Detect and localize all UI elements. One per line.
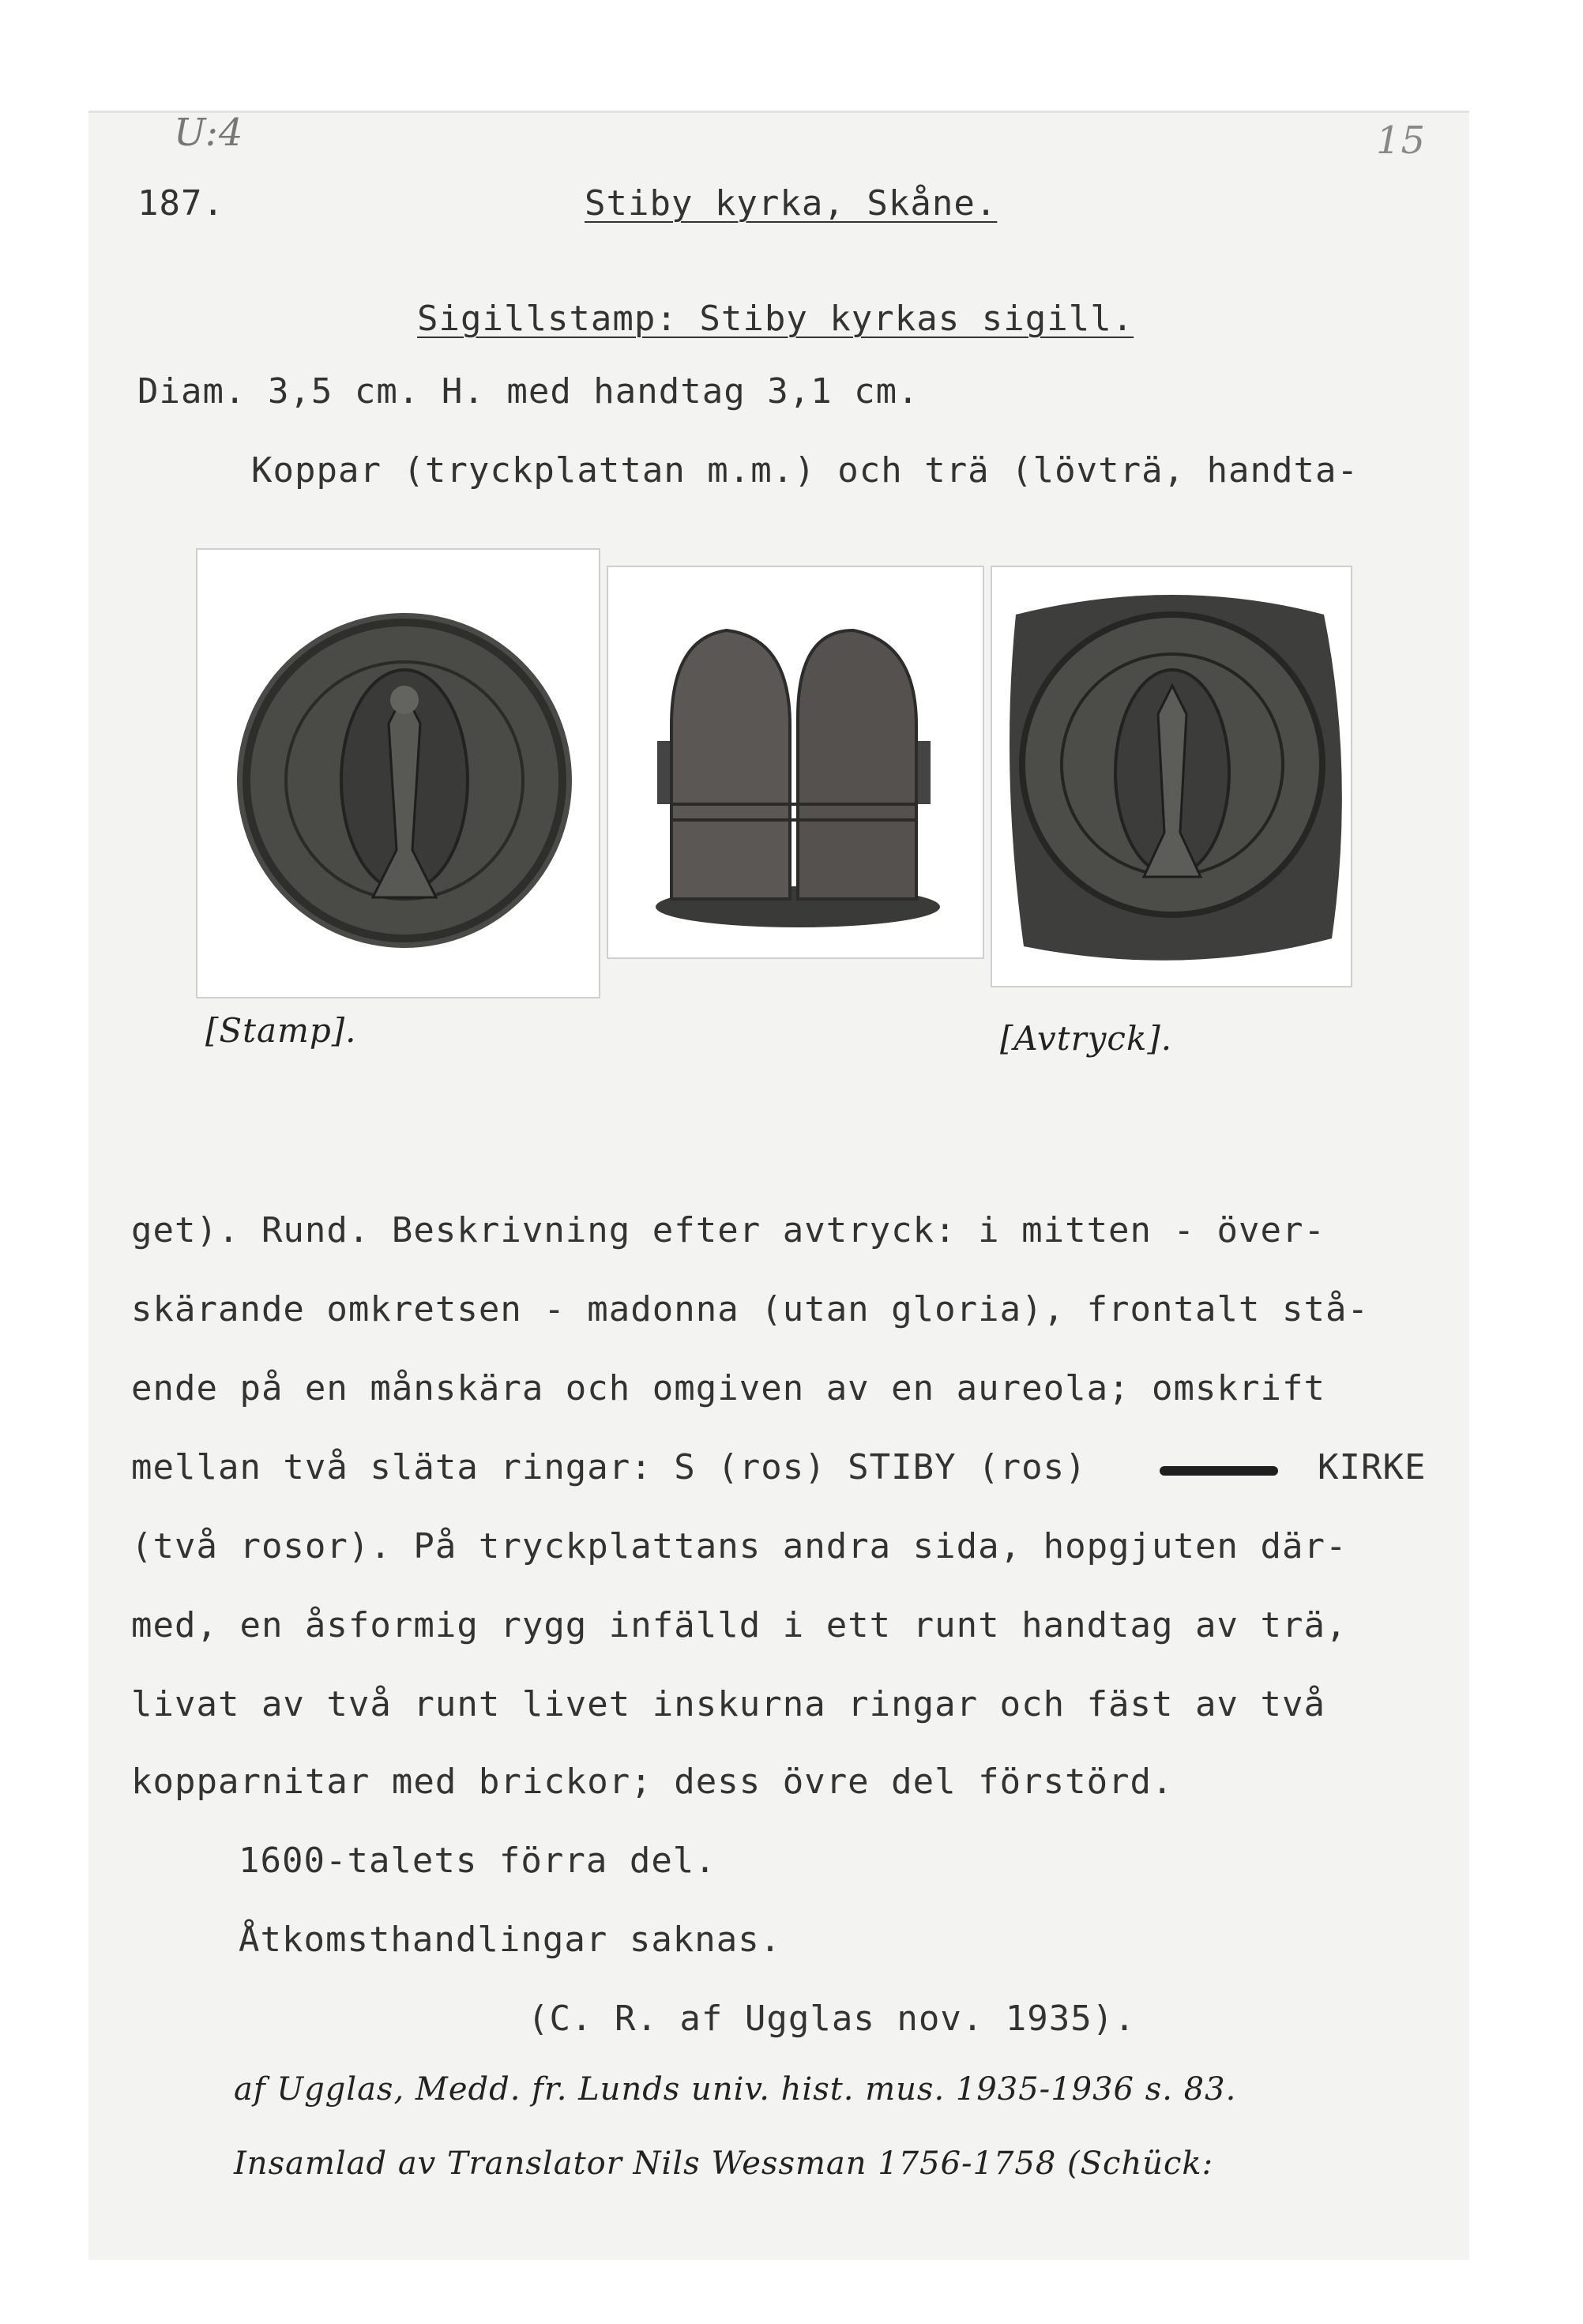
stamp-handle-photo <box>607 566 984 959</box>
body-line: kopparnitar med brickor; dess övre del förstörd. <box>131 1762 1174 1802</box>
struck-word <box>1160 1466 1278 1476</box>
object-title: Sigillstamp: Stiby kyrkas sigill. <box>417 299 1134 339</box>
dating: 1600-talets förra del. <box>239 1841 716 1881</box>
body-line: mellan två släta ringar: S (ros) STIBY (ros) <box>131 1447 1087 1487</box>
acquisition-note: Åtkomsthandlingar saknas. <box>239 1920 782 1960</box>
body-line: livat av två runt livet inskurna ringar och fäst av två <box>131 1684 1325 1724</box>
catalog-number: 187. <box>137 183 224 224</box>
page-number-note: 15 <box>1376 118 1427 163</box>
shelf-mark: U:4 <box>174 111 244 155</box>
handwritten-provenance: Insamlad av Translator Nils Wessman 1756-1758 (Schück: <box>234 2145 1214 2182</box>
stamp-handle-image <box>608 567 983 957</box>
seal-imprint-image <box>992 567 1351 986</box>
stamp-face-photo <box>196 548 600 998</box>
body-line: (två rosor). På tryckplattans andra sida, hopgjuten där- <box>131 1526 1348 1566</box>
seal-imprint-photo <box>991 566 1352 987</box>
body-line: get). Rund. Beskrivning efter avtryck: i mitten - över- <box>131 1210 1325 1250</box>
stamp-face-image <box>197 550 599 997</box>
author-signature: (C. R. af Ugglas nov. 1935). <box>528 1999 1136 2039</box>
page-title: Stiby kyrka, Skåne. <box>585 183 998 224</box>
handwritten-reference: af Ugglas, Medd. fr. Lunds univ. hist. mus. 1935-1936 s. 83. <box>234 2071 1237 2108</box>
imprint-caption: [Avtryck]. <box>1000 1019 1173 1058</box>
body-line: skärande omkretsen - madonna (utan gloria), frontalt stå- <box>131 1289 1369 1329</box>
dimensions: Diam. 3,5 cm. H. med handtag 3,1 cm. <box>137 371 919 412</box>
body-line: med, en åsformig rygg infälld i ett runt handtag av trä, <box>131 1605 1348 1645</box>
body-line: ende på en månskära och omgiven av en aureola; omskrift <box>131 1368 1325 1408</box>
material-line: Koppar (tryckplattan m.m.) och trä (lövträ, handta- <box>251 450 1359 491</box>
body-line-end: KIRKE <box>1318 1447 1427 1487</box>
stamp-caption: [Stamp]. <box>205 1011 357 1050</box>
